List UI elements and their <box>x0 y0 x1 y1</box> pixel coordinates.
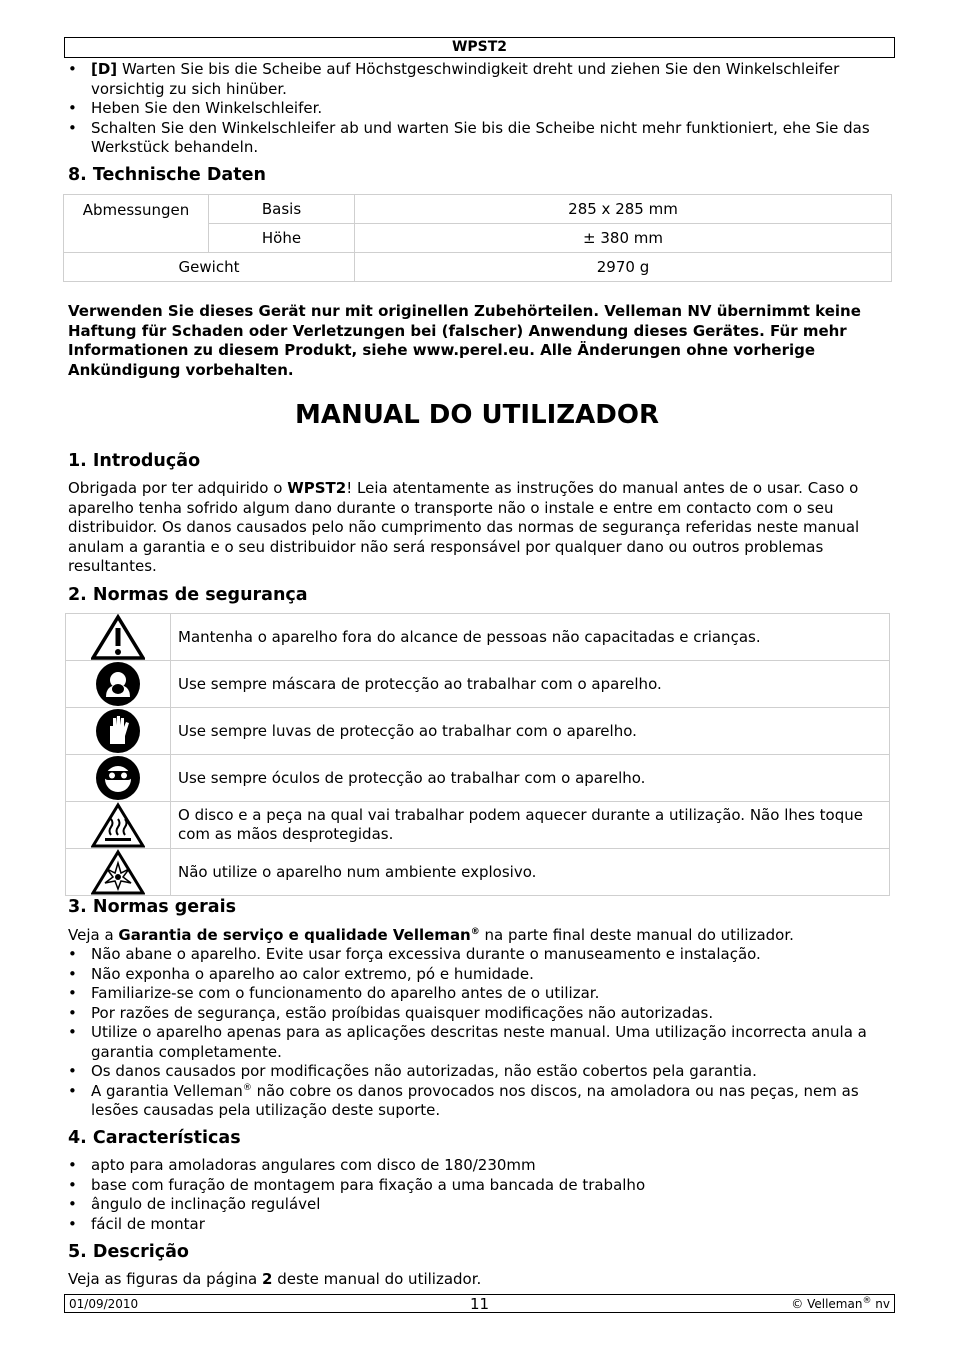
footer-copyright: © Velleman® nv <box>791 1296 890 1311</box>
model-code: WPST2 <box>451 39 508 55</box>
list-item: • fácil de montar <box>68 1215 891 1235</box>
features-bullet-list <box>68 1156 891 1234</box>
list-item: • Os danos causados por modificações não autorizadas, não estão cobertos pela garantia. <box>68 1062 891 1082</box>
section-heading-safety: 2. Normas de segurança <box>68 585 308 605</box>
list-item: • Heben Sie den Winkelschleifer. <box>68 99 891 119</box>
disclaimer-text: Verwenden Sie dieses Gerät nur mit originellen Zubehörteilen. Velleman NV übernimmt keine Haftung für Schaden oder Verletzungen bei (falscher) Anwendung dieses Gerätes. Für mehr Informationen zu diesem Produkt, siehe www.perel.eu. Alle Änderungen ohne vorherige Ankündigung vorbehalten. <box>68 302 861 379</box>
list-item: • Por razões de segurança, estão proíbidas quaisquer modificações não autorizadas. <box>68 1004 891 1024</box>
general-intro-text: Veja a Garantia de serviço e qualidade Velleman® na parte final deste manual do utilizador. <box>68 926 794 944</box>
goggles-icon <box>66 755 170 801</box>
footer-date: 01/09/2010 <box>69 1297 139 1311</box>
list-item: • apto para amoladoras angulares com disco de 180/230mm <box>68 1156 891 1176</box>
table-row: Mantenha o aparelho fora do alcance de pessoas não capacitadas e crianças. <box>66 614 890 661</box>
table-row: Use sempre óculos de protecção ao trabalhar com o aparelho. <box>66 755 890 802</box>
warning-icon <box>66 614 170 660</box>
document-header <box>64 37 895 58</box>
list-item: • Utilize o aparelho apenas para as aplicações descritas neste manual. Uma utilização incorrecta anula a garantia completamente. <box>68 1023 891 1062</box>
base-value: 285 x 285 mm <box>355 195 892 224</box>
table-row: Use sempre máscara de protecção ao trabalhar com o aparelho. <box>66 661 890 708</box>
weight-label: Gewicht <box>64 253 355 282</box>
page-number: 11 <box>469 1295 490 1313</box>
list-item: • Schalten Sie den Winkelschleifer ab und warten Sie bis die Scheibe nicht mehr funktioniert, ehe Sie das Werkstück behandeln. <box>68 119 891 158</box>
list-item: • Não exponha o aparelho ao calor extremo, pó e humidade. <box>68 965 891 985</box>
safety-table <box>65 613 890 896</box>
section-heading-general: 3. Normas gerais <box>68 897 237 917</box>
list-item: • A garantia Velleman® não cobre os danos provocados nos discos, na amoladora ou nas peças, nem as lesões causadas pela utilização deste suporte. <box>68 1082 891 1121</box>
list-item: • Familiarize-se com o funcionamento do aparelho antes de o utilizar. <box>68 984 891 1004</box>
table-row: O disco e a peça na qual vai trabalhar podem aquecer durante a utilização. Não lhes toque com as mãos desprotegidas. <box>66 802 890 849</box>
description-text: Veja as figuras da página 2 deste manual do utilizador. <box>68 1270 482 1288</box>
table-row: Use sempre luvas de protecção ao trabalhar com o aparelho. <box>66 708 890 755</box>
technical-data-table <box>63 194 892 282</box>
introduction-text: Obrigada por ter adquirido o WPST2! Leia atentamente as instruções do manual antes de o usar. Caso o aparelho tenha sofrido algum dano durante o transporte não o instale e entre em contacto com o seu distribuidor. Os danos causados pelo não cumprimento das normas de segurança referidas neste manual anulam a garantia e o seu distribuidor não será responsável por qualquer dano ou outros problemas resultantes. <box>68 479 860 575</box>
base-label: Basis <box>209 195 355 224</box>
explosive-icon <box>66 849 170 895</box>
manual-title: MANUAL DO UTILIZADOR <box>295 400 659 430</box>
top-bullet-list <box>68 60 891 158</box>
general-bullet-list <box>68 945 891 1121</box>
list-item: • ângulo de inclinação regulável <box>68 1195 891 1215</box>
section-heading-description: 5. Descrição <box>68 1242 189 1262</box>
weight-value: 2970 g <box>355 253 892 282</box>
section-heading-technical-data: 8. Technische Daten <box>68 165 266 185</box>
height-value: ± 380 mm <box>355 224 892 253</box>
height-label: Höhe <box>209 224 355 253</box>
gloves-icon <box>66 708 170 754</box>
section-heading-features: 4. Características <box>68 1128 241 1148</box>
table-row: Não utilize o aparelho num ambiente explosivo. <box>66 849 890 896</box>
section-heading-introduction: 1. Introdução <box>68 451 201 471</box>
list-item: • [D] Warten Sie bis die Scheibe auf Höchstgeschwindigkeit dreht und ziehen Sie den Winkelschleifer vorsichtig zu sich hinüber. <box>68 60 891 99</box>
hot-surface-icon <box>66 802 170 848</box>
document-footer <box>64 1294 895 1313</box>
dimensions-label: Abmessungen <box>64 195 209 253</box>
product-name: WPST2 <box>287 479 347 497</box>
list-item: • Não abane o aparelho. Evite usar força excessiva durante o manuseamento e instalação. <box>68 945 891 965</box>
list-item: • base com furação de montagem para fixação a uma bancada de trabalho <box>68 1176 891 1196</box>
dust-mask-icon <box>66 661 170 707</box>
